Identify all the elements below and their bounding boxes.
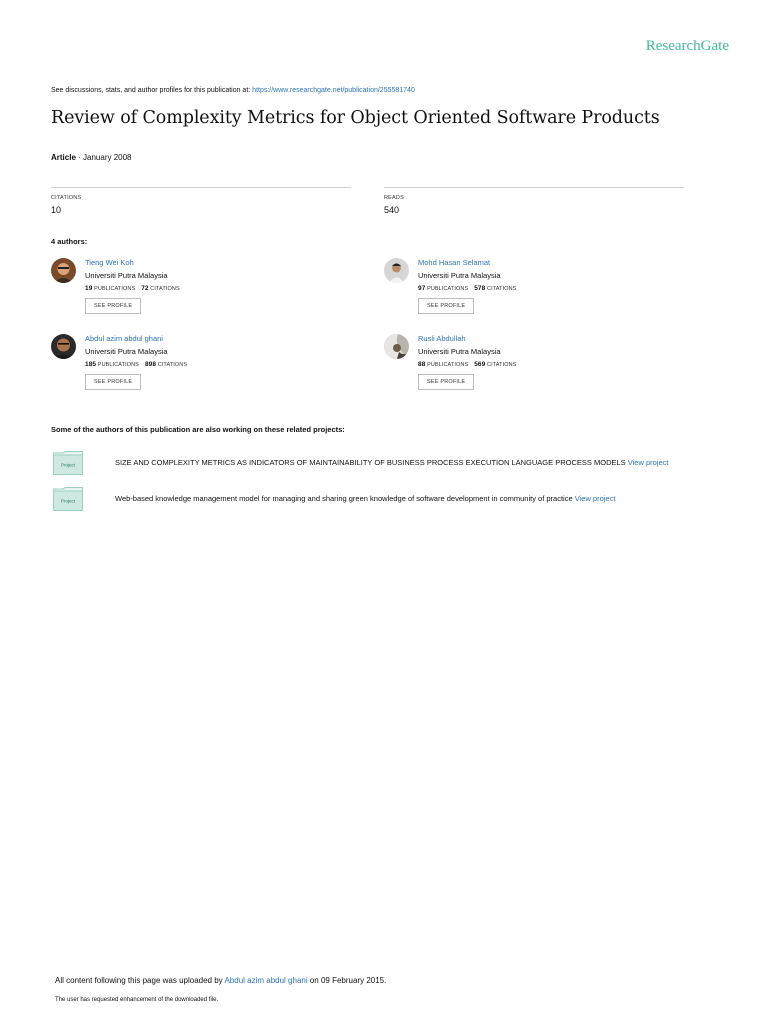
page-title: Review of Complexity Metrics for Object Oriented Software Products [51, 108, 660, 128]
project-badge: Project [60, 462, 76, 468]
author-stats [418, 361, 516, 368]
citations-label: CITATIONS [157, 362, 188, 368]
related-projects-heading: Some of the authors of this publication are also working on these related projects: [51, 425, 345, 434]
avatar-icon[interactable] [51, 258, 76, 283]
author-institution: Universiti Putra Malaysia [418, 271, 501, 280]
see-profile-button[interactable]: SEE PROFILE [85, 298, 141, 314]
publications-label: PUBLICATIONS [97, 362, 139, 368]
meta-separator: · [75, 153, 84, 162]
citations-count: 569 [474, 361, 486, 368]
project-item [51, 487, 731, 513]
author-institution: Universiti Putra Malaysia [418, 347, 501, 356]
upload-prefix: All content following this page was uploaded by [55, 976, 225, 985]
project-text: SIZE AND COMPLEXITY METRICS AS INDICATORS OF MAINTAINABILITY OF BUSINESS PROCESS EXECUTION LANGUAGE PROCESS MODELS [115, 458, 628, 467]
avatar-icon[interactable] [384, 334, 409, 359]
folder-icon[interactable] [53, 451, 83, 475]
folder-icon[interactable] [53, 487, 83, 511]
publications-count: 88 [418, 361, 426, 368]
see-profile-button[interactable]: SEE PROFILE [418, 374, 474, 390]
reads-label: READS [384, 195, 404, 201]
publication-url-link[interactable]: https://www.researchgate.net/publication/255581740 [252, 87, 415, 94]
author-institution: Universiti Putra Malaysia [85, 347, 168, 356]
avatar-icon[interactable] [51, 334, 76, 359]
author-institution: Universiti Putra Malaysia [85, 271, 168, 280]
project-text: Web-based knowledge management model for managing and sharing green knowledge of software development in community of practice [115, 494, 575, 503]
project-title [115, 458, 668, 467]
publications-count: 19 [85, 285, 93, 292]
citations-label: CITATIONS [51, 195, 82, 201]
discussion-line [51, 87, 415, 94]
citations-label: CITATIONS [487, 286, 517, 292]
citations-count: 578 [474, 285, 486, 292]
enhancement-note: The user has requested enhancement of the downloaded file. [55, 997, 219, 1003]
author-name-link[interactable]: Abdul azim abdul ghani [85, 334, 163, 343]
view-project-link[interactable]: View project [574, 494, 616, 503]
citations-label: CITATIONS [487, 362, 517, 368]
citations-count: 898 [144, 361, 157, 368]
author-stats [418, 285, 516, 292]
author-stats [85, 361, 187, 368]
author-name-link[interactable]: Tieng Wei Koh [85, 258, 134, 267]
view-project-link[interactable]: View project [627, 458, 669, 467]
author-name-link[interactable]: Mohd Hasan Selamat [418, 258, 491, 267]
author-card [384, 258, 684, 320]
publications-label: PUBLICATIONS [427, 286, 469, 292]
author-card [51, 334, 351, 396]
reads-stat [384, 187, 684, 215]
author-card [384, 334, 684, 396]
author-card [51, 258, 351, 320]
publication-meta [51, 153, 132, 162]
reads-value: 540 [384, 205, 400, 215]
publications-label: PUBLICATIONS [94, 286, 136, 292]
authors-count: 4 authors: [51, 237, 88, 246]
author-name-link[interactable]: Rusli Abdullah [418, 334, 466, 343]
see-profile-button[interactable]: SEE PROFILE [418, 298, 474, 314]
citations-label: CITATIONS [150, 286, 180, 292]
publications-label: PUBLICATIONS [427, 362, 469, 368]
citations-value: 10 [51, 205, 62, 215]
project-badge: Project [60, 498, 76, 504]
project-item [51, 451, 731, 477]
uploader-link[interactable]: Abdul azim abdul ghani [224, 976, 308, 985]
avatar-icon[interactable] [384, 258, 409, 283]
discussion-prefix: See discussions, stats, and author profiles for this publication at: [51, 87, 253, 94]
upload-notice [55, 976, 386, 985]
upload-suffix: on 09 February 2015. [307, 976, 387, 985]
researchgate-logo[interactable]: ResearchGate [645, 38, 729, 54]
project-title [115, 494, 615, 503]
publication-type: Article [51, 153, 76, 162]
author-stats [85, 285, 180, 292]
publications-count: 97 [418, 285, 426, 292]
publication-date: January 2008 [83, 153, 132, 162]
see-profile-button[interactable]: SEE PROFILE [85, 374, 141, 390]
citations-stat [51, 187, 351, 215]
publications-count: 185 [85, 361, 97, 368]
citations-count: 72 [141, 285, 149, 292]
